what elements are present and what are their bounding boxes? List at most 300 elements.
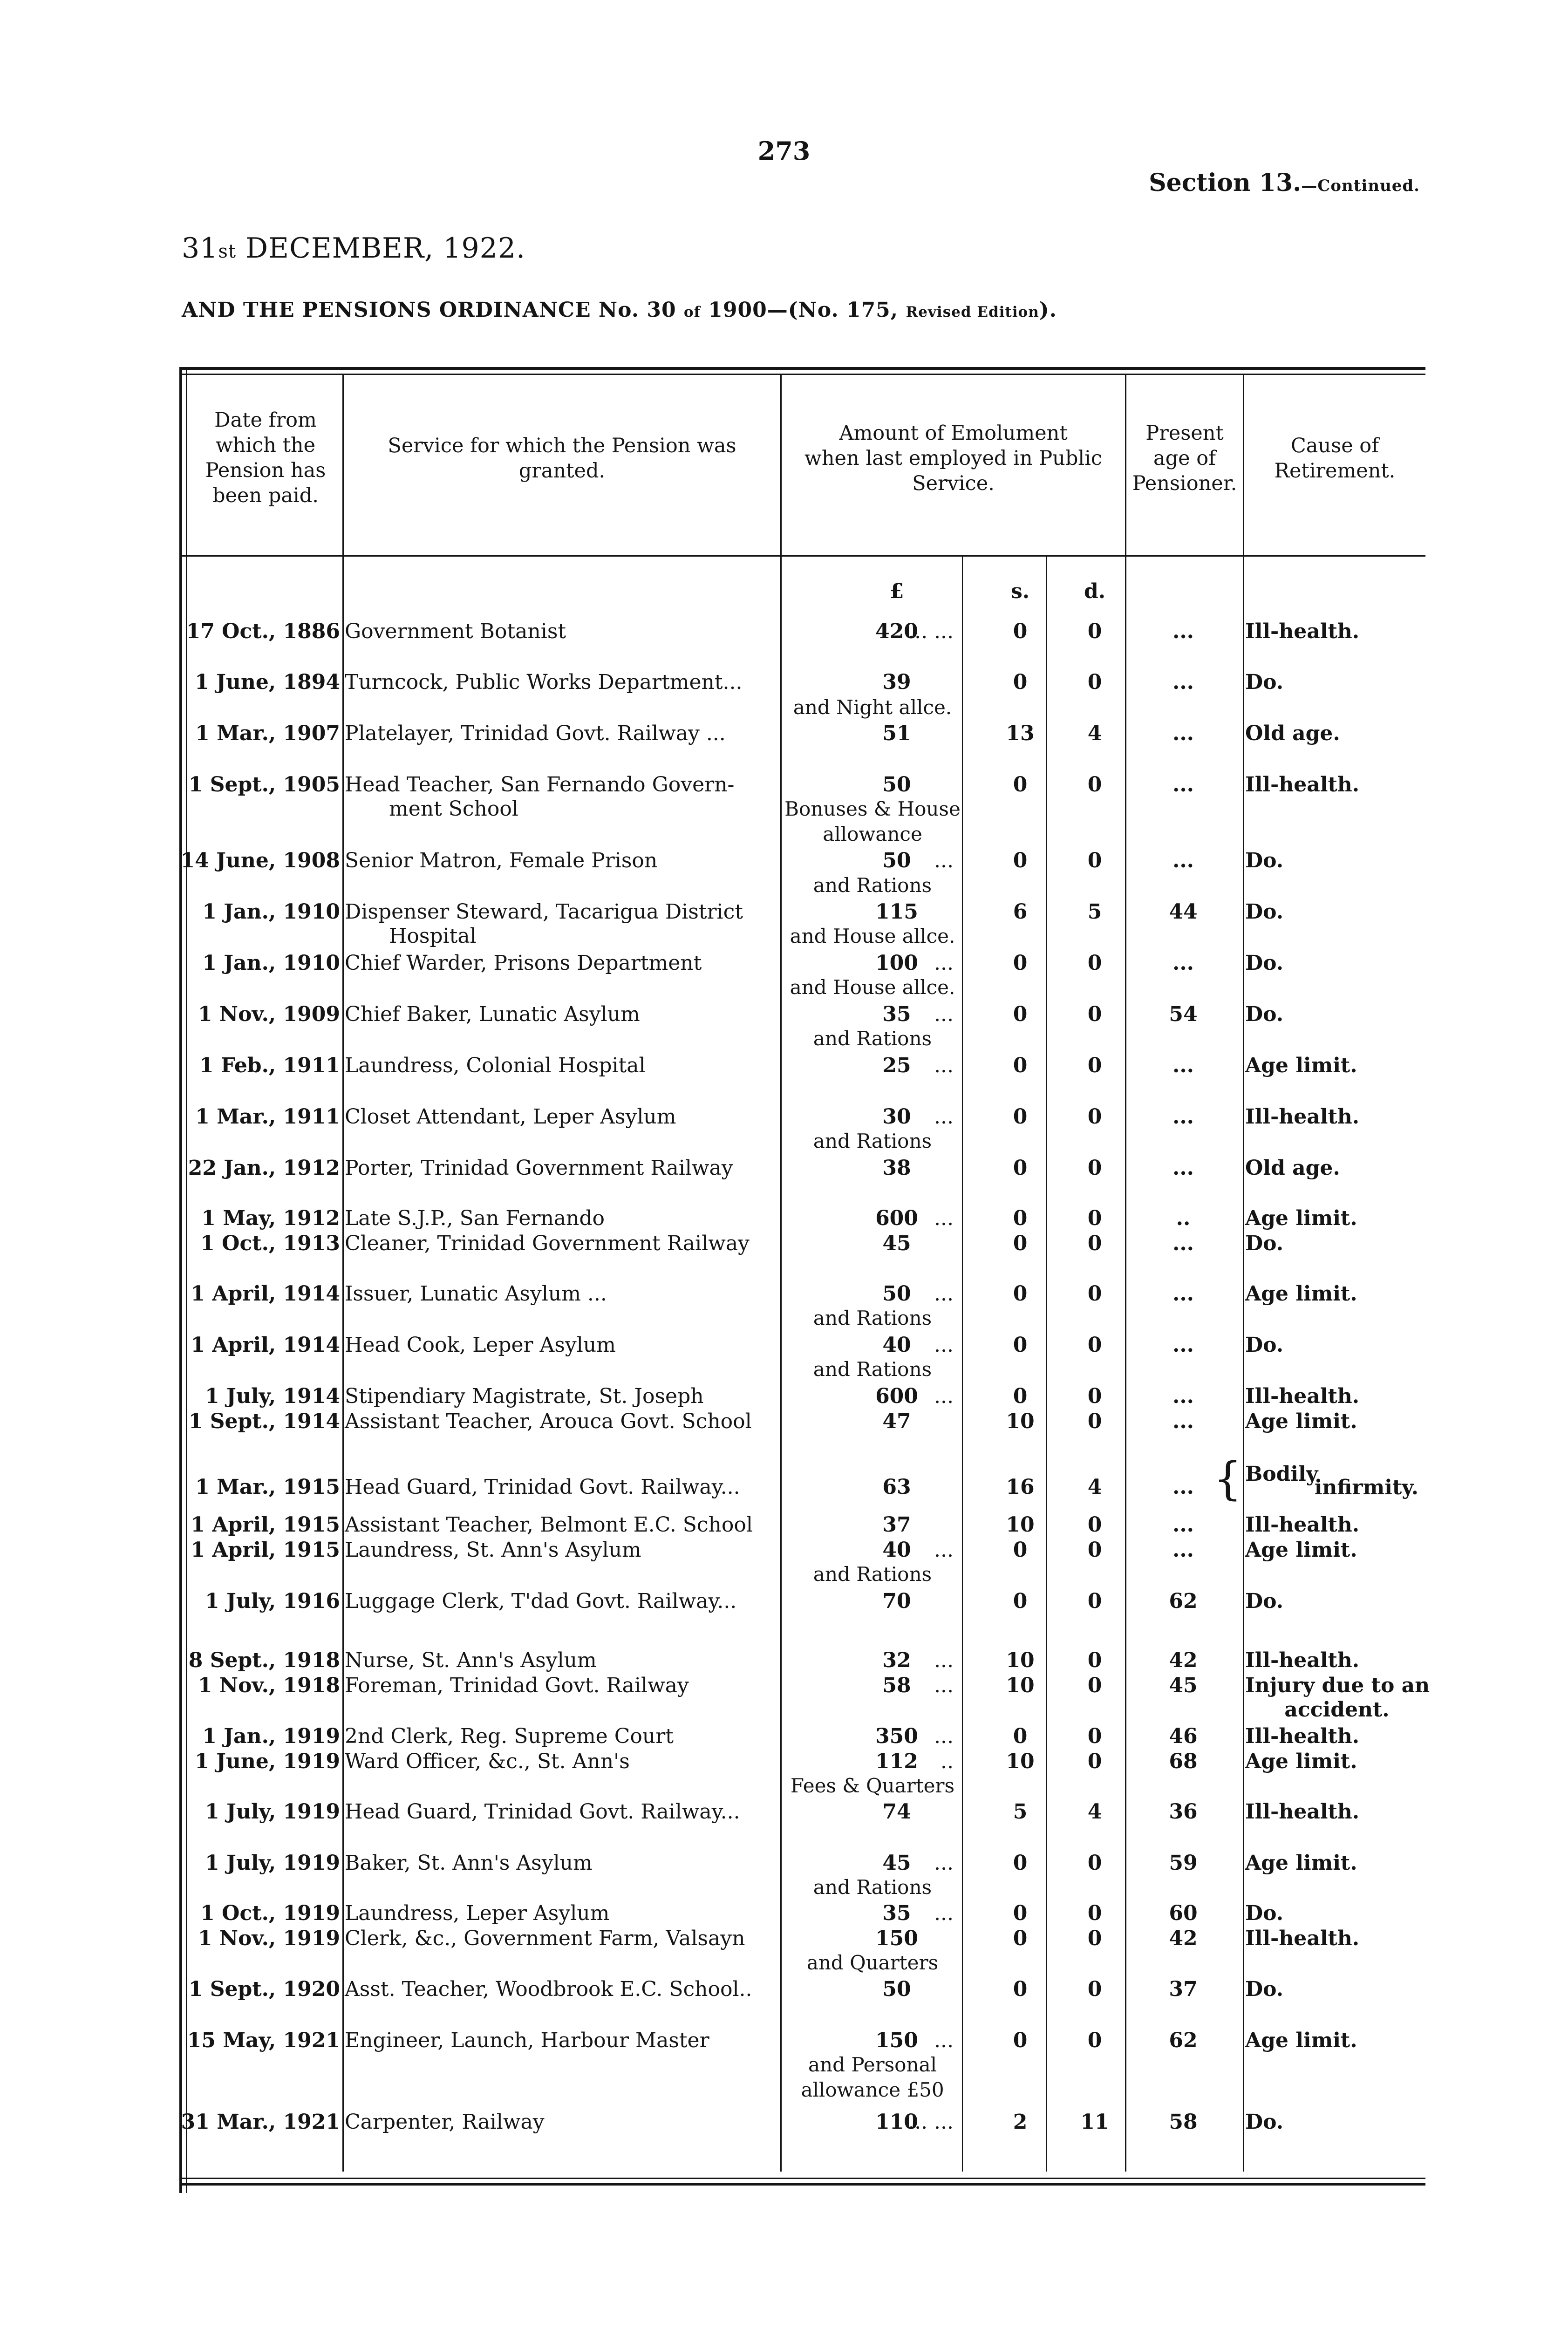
note-bonuses: Bonuses & House	[784, 797, 961, 820]
note-house-allce: and House allce.	[790, 925, 955, 947]
row-pounds: 37	[882, 1513, 911, 1537]
row-pence: 0	[1087, 773, 1102, 797]
row-age: 36	[1169, 1800, 1198, 1824]
row-age: 68	[1169, 1750, 1198, 1773]
row-age: ...	[1173, 620, 1194, 643]
row-pounds: 45	[882, 1851, 911, 1875]
row-date: 1 Sept., 1905	[188, 773, 340, 797]
row-date: 1 June, 1919	[195, 1750, 340, 1773]
table-row	[179, 1799, 1425, 1825]
row-dots: ...	[934, 1384, 954, 1408]
row-pounds: 25	[882, 1054, 911, 1077]
header-cause-line: Retirement.	[1274, 459, 1396, 483]
header-cause	[1244, 433, 1425, 484]
row-pounds: 150	[875, 2029, 918, 2052]
row-shillings: 0	[1013, 2029, 1028, 2052]
row-pence: 11	[1080, 2110, 1109, 2134]
row-age: ...	[1173, 1384, 1194, 1408]
header-age-line: Present	[1145, 422, 1224, 445]
row-pence: 0	[1087, 1977, 1102, 2001]
row-service-text: Laundress, St. Ann's Asylum	[345, 1538, 641, 1562]
row-service-text: Engineer, Launch, Harbour Master	[345, 2029, 709, 2052]
row-shillings: 0	[1013, 1724, 1028, 1748]
row-age: ...	[1173, 1232, 1194, 1255]
row-dots: ... ...	[908, 620, 954, 643]
date-heading-suffix: st	[218, 241, 236, 262]
row-cause: Old age.	[1245, 722, 1340, 745]
ordinance-part3: ).	[1039, 298, 1057, 322]
section-label: Section 13.	[1149, 169, 1302, 197]
row-pence: 4	[1087, 1800, 1102, 1824]
row-shillings: 0	[1013, 1232, 1028, 1255]
pence-symbol: d.	[1084, 579, 1106, 603]
row-shillings: 0	[1013, 1927, 1028, 1950]
row-shillings: 0	[1013, 1384, 1028, 1408]
ordinance-heading	[182, 298, 1057, 322]
row-service-text: Stipendiary Magistrate, St. Joseph	[345, 1384, 704, 1408]
row-date: 15 May, 1921	[187, 2029, 340, 2052]
row-service-text: Government Botanist	[345, 620, 566, 643]
row-age: 42	[1169, 1927, 1198, 1950]
row-service-text: Head Teacher, San Fernando Govern-	[345, 773, 735, 797]
row-age: 45	[1169, 1674, 1198, 1697]
table-row	[179, 669, 1425, 695]
row-pounds: 50	[882, 1282, 911, 1306]
row-service-text: Turncock, Public Works Department...	[345, 670, 743, 694]
note-rations: and Rations	[813, 1358, 932, 1381]
row-pence: 0	[1087, 1750, 1102, 1773]
row-pounds: 74	[882, 1800, 911, 1824]
row-cause: Do.	[1245, 1232, 1284, 1255]
row-date: 1 July, 1919	[205, 1851, 340, 1875]
row-pence: 0	[1087, 1513, 1102, 1537]
table-row	[179, 1409, 1425, 1435]
row-shillings: 0	[1013, 1333, 1028, 1357]
row-shillings: 16	[1006, 1475, 1035, 1499]
row-service-text: Laundress, Leper Asylum	[345, 1901, 610, 1925]
row-pounds: 110	[875, 2110, 918, 2134]
note-and-quarters: and Quarters	[806, 1951, 939, 1974]
table-row	[179, 1926, 1425, 1952]
pension-table	[179, 363, 1430, 2196]
row-date: 1 Feb., 1911	[199, 1054, 340, 1077]
row-date: 1 Nov., 1919	[198, 1927, 340, 1950]
row-pence: 0	[1087, 1054, 1102, 1077]
row-shillings: 13	[1006, 722, 1035, 745]
table-row	[179, 1383, 1425, 1410]
table-row	[179, 1512, 1425, 1538]
row-dots: ...	[934, 1538, 954, 1562]
row-cause: Age limit.	[1245, 1851, 1357, 1875]
row-pounds: 38	[882, 1156, 911, 1180]
row-dots: ...	[934, 1674, 954, 1697]
row-age: ...	[1173, 1333, 1194, 1357]
table-row	[179, 1205, 1425, 1232]
row-age: 60	[1169, 1901, 1198, 1925]
table-row	[179, 1749, 1425, 1775]
header-date-line: which the	[215, 434, 316, 457]
row-age: ..	[1176, 1206, 1191, 1230]
row-dots: ... ...	[908, 2110, 954, 2134]
row-dots: ...	[934, 1282, 954, 1306]
row-service-text: Closet Attendant, Leper Asylum	[345, 1105, 676, 1129]
section-continued: —Continued.	[1301, 177, 1420, 195]
row-cause: Age limit.	[1245, 2029, 1357, 2052]
row-age: ...	[1173, 951, 1194, 975]
table-bottom-rule-2	[179, 2183, 1425, 2186]
table-top-rule-1	[179, 367, 1425, 370]
row-pence: 5	[1087, 900, 1102, 924]
row-service-text: Head Guard, Trinidad Govt. Railway...	[345, 1475, 740, 1499]
note-rations: and Rations	[813, 1130, 932, 1152]
row-age: 54	[1169, 1002, 1198, 1026]
row-cause: Ill-health.	[1245, 620, 1360, 643]
row-date: 1 April, 1915	[191, 1513, 340, 1537]
row-pence: 0	[1087, 1282, 1102, 1306]
row-cause: Age limit.	[1245, 1206, 1357, 1230]
row-date: 1 Nov., 1909	[198, 1002, 340, 1026]
row-date: 1 July, 1916	[205, 1589, 340, 1613]
row-age: 62	[1169, 2029, 1198, 2052]
row-dots: ...	[934, 1105, 954, 1129]
table-row	[179, 899, 1425, 925]
header-service-line: granted.	[518, 459, 606, 483]
row-shillings: 10	[1006, 1410, 1035, 1433]
row-pence: 0	[1087, 1648, 1102, 1672]
ordinance-part2: 1900—(No. 175,	[700, 298, 906, 322]
row-date: 1 June, 1894	[195, 670, 340, 694]
row-service-text: Ward Officer, &c., St. Ann's	[345, 1750, 630, 1773]
row-cause: Ill-health.	[1245, 1648, 1360, 1672]
row-shillings: 0	[1013, 1054, 1028, 1077]
row-shillings: 2	[1013, 2110, 1028, 2134]
section-heading	[1149, 169, 1420, 197]
row-dots: ...	[934, 951, 954, 975]
row-service-text: Asst. Teacher, Woodbrook E.C. School..	[345, 1977, 752, 2001]
row-shillings: 0	[1013, 1901, 1028, 1925]
row-service-text: Luggage Clerk, T'dad Govt. Railway...	[345, 1589, 737, 1613]
row-date: 1 Jan., 1910	[202, 900, 340, 924]
row-shillings: 10	[1006, 1648, 1035, 1672]
row-shillings: 0	[1013, 1282, 1028, 1306]
row-pence: 0	[1087, 1901, 1102, 1925]
table-row	[179, 1281, 1425, 1307]
row-pence: 0	[1087, 1589, 1102, 1613]
row-age: ...	[1173, 722, 1194, 745]
row-pence: 0	[1087, 1384, 1102, 1408]
row-cause: Ill-health.	[1245, 1384, 1360, 1408]
row-date: 31 Mar., 1921	[181, 2110, 340, 2134]
row-pounds: 35	[882, 1901, 911, 1925]
row-cause: Ill-health.	[1245, 1927, 1360, 1950]
row-service-text: Assistant Teacher, Arouca Govt. School	[345, 1410, 752, 1433]
row-service-text: Laundress, Colonial Hospital	[345, 1054, 646, 1077]
header-emolument	[782, 421, 1125, 496]
table-row	[179, 772, 1425, 798]
row-cause: Ill-health.	[1245, 1800, 1360, 1824]
row-cause: Do.	[1245, 951, 1284, 975]
row-shillings: 0	[1013, 1851, 1028, 1875]
row-date: 1 Mar., 1915	[195, 1475, 340, 1499]
row-pounds: 30	[882, 1105, 911, 1129]
ordinance-revised: Revised Edition	[906, 304, 1039, 320]
row-date: 1 Oct., 1919	[200, 1901, 340, 1925]
row-service-text: Carpenter, Railway	[345, 2110, 545, 2134]
row-pounds: 47	[882, 1410, 911, 1433]
table-top-rule-2	[179, 374, 1425, 375]
row-age: 42	[1169, 1648, 1198, 1672]
row-cause: Ill-health.	[1245, 1513, 1360, 1537]
row-cause: Age limit.	[1245, 1538, 1357, 1562]
row-dots: ...	[934, 1054, 954, 1077]
note-govern-cont: ment School	[389, 797, 518, 821]
row-date: 17 Oct., 1886	[186, 620, 340, 643]
row-shillings: 0	[1013, 773, 1028, 797]
row-date: 14 June, 1908	[180, 849, 340, 872]
row-shillings: 0	[1013, 1977, 1028, 2001]
row-pounds: 112	[875, 1750, 918, 1773]
row-date: 1 Jan., 1919	[202, 1724, 340, 1748]
header-age-line: age of	[1153, 447, 1216, 470]
page-number: 273	[757, 136, 811, 166]
row-cause: Old age.	[1245, 1156, 1340, 1180]
row-cause: Age limit.	[1245, 1282, 1357, 1306]
row-pence: 0	[1087, 1002, 1102, 1026]
row-service-text: Issuer, Lunatic Asylum ...	[345, 1282, 607, 1306]
row-pence: 0	[1087, 1724, 1102, 1748]
row-age: ...	[1173, 1475, 1194, 1499]
row-date: 1 Oct., 1913	[200, 1232, 340, 1255]
row-shillings: 0	[1013, 951, 1028, 975]
row-pence: 0	[1087, 849, 1102, 872]
row-shillings: 0	[1013, 1156, 1028, 1180]
shillings-symbol: s.	[1010, 579, 1030, 603]
table-row	[179, 1900, 1425, 1927]
row-pounds: 51	[882, 722, 911, 745]
row-date: 1 Jan., 1910	[202, 951, 340, 975]
header-emolument-line: Amount of Emolument	[839, 422, 1068, 445]
row-pounds: 115	[875, 900, 918, 924]
row-cause: Age limit.	[1245, 1410, 1357, 1433]
row-date: 1 Nov., 1918	[198, 1674, 340, 1697]
row-age: ...	[1173, 1282, 1194, 1306]
row-cause: Do.	[1245, 1977, 1284, 2001]
row-pence: 0	[1087, 1851, 1102, 1875]
header-emolument-line: when last employed in Public	[804, 447, 1102, 470]
row-age: ...	[1173, 1105, 1194, 1129]
row-service-text: Nurse, St. Ann's Asylum	[345, 1648, 597, 1672]
row-service-text: Porter, Trinidad Government Railway	[345, 1156, 733, 1180]
row-age: ...	[1173, 670, 1194, 694]
header-date-line: Pension has	[205, 459, 326, 482]
row-service-text: Late S.J.P., San Fernando	[345, 1206, 605, 1230]
note-rations: and Rations	[813, 874, 932, 897]
table-row	[179, 1850, 1425, 1876]
row-cause: Do.	[1245, 2110, 1284, 2134]
row-shillings: 0	[1013, 849, 1028, 872]
row-date: 1 Mar., 1911	[195, 1105, 340, 1129]
row-cause: Bodily	[1245, 1462, 1318, 1486]
row-shillings: 0	[1013, 1538, 1028, 1562]
row-dots: ...	[934, 1851, 954, 1875]
row-age: 59	[1169, 1851, 1198, 1875]
header-service-line: Service for which the Pension was	[388, 434, 736, 457]
row-pence: 4	[1087, 722, 1102, 745]
table-row	[179, 1155, 1425, 1181]
row-pence: 0	[1087, 1333, 1102, 1357]
row-dots: ...	[934, 849, 954, 872]
row-dots: ...	[934, 1002, 954, 1026]
row-pounds: 100	[875, 951, 918, 975]
table-row	[179, 1588, 1425, 1614]
row-pounds: 150	[875, 1927, 918, 1950]
row-pence: 0	[1087, 1105, 1102, 1129]
row-shillings: 10	[1006, 1674, 1035, 1697]
row-shillings: 6	[1013, 900, 1028, 924]
table-row	[179, 1001, 1425, 1028]
table-row	[179, 1976, 1425, 2002]
note-house-allce: and House allce.	[790, 976, 955, 999]
table-row	[179, 721, 1425, 747]
row-shillings: 0	[1013, 620, 1028, 643]
note-rations: and Rations	[813, 1563, 932, 1586]
row-pence: 0	[1087, 2029, 1102, 2052]
row-age: ...	[1173, 1513, 1194, 1537]
note-night-allce: and Night allce.	[793, 696, 952, 719]
row-cause: Do.	[1245, 1333, 1284, 1357]
row-dots: ...	[934, 2029, 954, 2052]
row-cause: Age limit.	[1245, 1750, 1357, 1773]
row-date: 1 April, 1914	[191, 1333, 340, 1357]
note-allowance: allowance	[823, 823, 922, 845]
header-age-line: Pensioner.	[1132, 472, 1237, 495]
table-row	[179, 1723, 1425, 1750]
note-personal-allowance: allowance £50	[801, 2078, 944, 2101]
row-service-text: Assistant Teacher, Belmont E.C. School	[345, 1513, 753, 1537]
row-age: 46	[1169, 1724, 1198, 1748]
header-emolument-line: Service.	[912, 472, 995, 495]
currency-row	[179, 579, 1425, 605]
row-service-text: Chief Baker, Lunatic Asylum	[345, 1002, 640, 1026]
row-service-text: Clerk, &c., Government Farm, Valsayn	[345, 1927, 745, 1950]
row-shillings: 0	[1013, 1589, 1028, 1613]
table-row	[179, 1648, 1425, 1674]
row-pence: 0	[1087, 1538, 1102, 1562]
note-personal: and Personal	[808, 2053, 937, 2076]
table-row	[179, 848, 1425, 874]
table-row	[179, 1332, 1425, 1358]
ordinance-part1: AND THE PENSIONS ORDINANCE No. 30	[182, 298, 684, 322]
row-pounds: 45	[882, 1232, 911, 1255]
note-rations: and Rations	[813, 1307, 932, 1329]
row-cause: Do.	[1245, 1901, 1284, 1925]
note-fees-quarters: Fees & Quarters	[790, 1774, 955, 1797]
row-cause: Ill-health.	[1245, 773, 1360, 797]
row-pence: 0	[1087, 1156, 1102, 1180]
row-shillings: 0	[1013, 670, 1028, 694]
row-service-text: Foreman, Trinidad Govt. Railway	[345, 1674, 689, 1697]
row-pounds: 40	[882, 1333, 911, 1357]
date-heading-day: 31	[182, 232, 218, 265]
row-date: 1 Sept., 1914	[188, 1410, 340, 1433]
table-row	[179, 2028, 1425, 2054]
row-pence: 0	[1087, 1410, 1102, 1433]
row-service-text: 2nd Clerk, Reg. Supreme Court	[345, 1724, 674, 1748]
row-pounds: 35	[882, 1002, 911, 1026]
row-pence: 0	[1087, 670, 1102, 694]
row-pence: 0	[1087, 951, 1102, 975]
row-dots: ...	[934, 1901, 954, 1925]
row-service-text: Platelayer, Trinidad Govt. Railway ...	[345, 722, 726, 745]
ordinance-of: of	[683, 304, 701, 320]
row-pence: 0	[1087, 1927, 1102, 1950]
row-date: 22 Jan., 1912	[188, 1156, 340, 1180]
row-shillings: 10	[1006, 1750, 1035, 1773]
pounds-symbol: £	[889, 579, 904, 603]
table-row	[179, 1231, 1425, 1257]
row-age: ...	[1173, 849, 1194, 872]
row-pence: 0	[1087, 620, 1102, 643]
row-cause: Ill-health.	[1245, 1724, 1360, 1748]
row-pounds: 50	[882, 1977, 911, 2001]
row-cause: Do.	[1245, 670, 1284, 694]
row-shillings: 0	[1013, 1206, 1028, 1230]
header-date	[189, 408, 342, 508]
row-service-text: Baker, St. Ann's Asylum	[345, 1851, 593, 1875]
row-age: 58	[1169, 2110, 1198, 2134]
header-cause-line: Cause of	[1290, 434, 1379, 457]
row-age: 37	[1169, 1977, 1198, 2001]
row-pence: 0	[1087, 1232, 1102, 1255]
header-date-line: Date from	[214, 409, 317, 432]
row-age: ...	[1173, 1156, 1194, 1180]
brace-icon: {	[1213, 1453, 1242, 1505]
row-service-text: Cleaner, Trinidad Government Railway	[345, 1232, 750, 1255]
row-dots: ...	[934, 1333, 954, 1357]
row-date: 1 April, 1914	[191, 1282, 340, 1306]
table-row	[179, 1053, 1425, 1079]
row-service-text: Head Cook, Leper Asylum	[345, 1333, 616, 1357]
date-heading	[182, 232, 525, 265]
row-dots: ..	[941, 1750, 954, 1773]
row-pounds: 420	[875, 620, 918, 643]
row-shillings: 5	[1013, 1800, 1028, 1824]
table-row	[179, 1673, 1430, 1699]
table-row	[179, 950, 1425, 976]
row-pounds: 350	[875, 1724, 918, 1748]
row-age: ...	[1173, 1410, 1194, 1433]
note-rations: and Rations	[813, 1876, 932, 1899]
row-pounds: 40	[882, 1538, 911, 1562]
header-bottom-rule	[179, 555, 1425, 557]
row-age: 62	[1169, 1589, 1198, 1613]
table-row	[179, 2109, 1425, 2135]
row-pounds: 63	[882, 1475, 911, 1499]
row-date: 1 Sept., 1920	[188, 1977, 340, 2001]
date-heading-rest: DECEMBER, 1922.	[236, 232, 526, 265]
row-pence: 4	[1087, 1475, 1102, 1499]
row-pounds: 600	[875, 1206, 918, 1230]
note-hospital: Hospital	[389, 924, 477, 948]
row-pounds: 600	[875, 1384, 918, 1408]
table-bottom-rule-1	[179, 2178, 1425, 2179]
note-rations: and Rations	[813, 1027, 932, 1050]
row-cause: Age limit.	[1245, 1054, 1357, 1077]
row-pounds: 58	[882, 1674, 911, 1697]
row-service-text: Chief Warder, Prisons Department	[345, 951, 702, 975]
header-date-line: been paid.	[212, 484, 319, 507]
row-date: 1 May, 1912	[201, 1206, 340, 1230]
